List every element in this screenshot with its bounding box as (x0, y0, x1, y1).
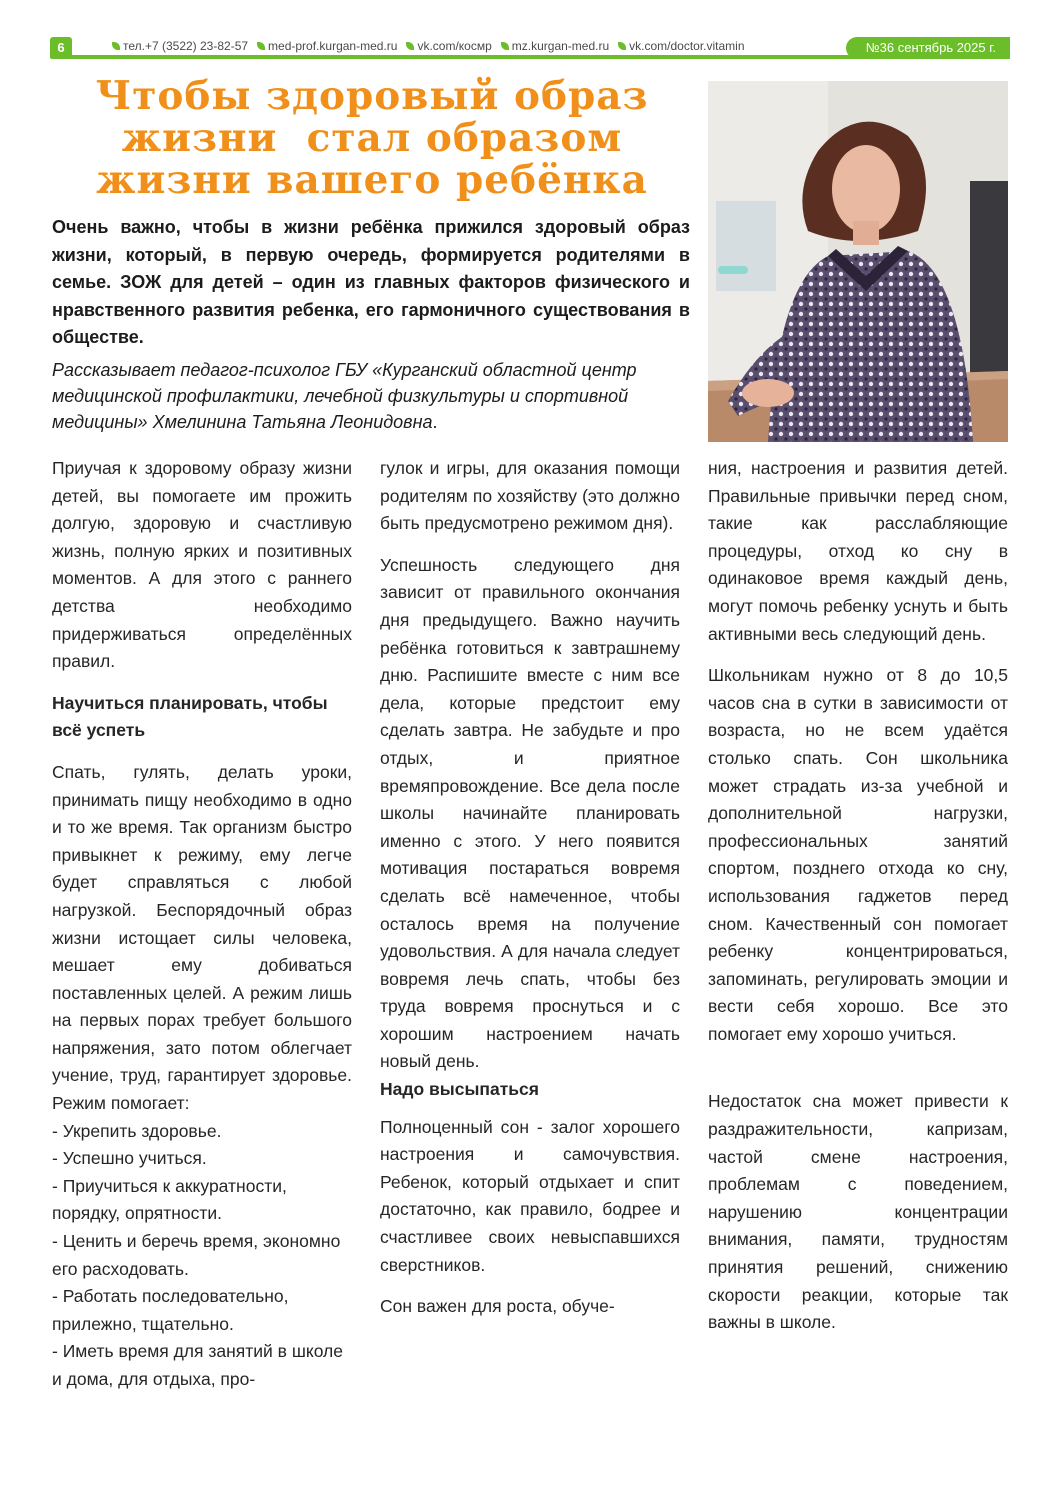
paragraph: Недостаток сна может привести к раздражительности, капризам, частой смене настроения, проблемам с поведением, нарушению концентрации внимания, памяти, трудностям принятия решений, снижению скорости реакции, которые так важны в школе. (708, 1091, 1008, 1333)
contact-vk-doctor[interactable]: vk.com/doctor.vitamin (618, 39, 744, 53)
title-line: жизни вашего ребёнка (96, 157, 648, 203)
paragraph: ния, настроения и развития детей. Правильные привычки перед сном, такие как расслабляющие процедуры, отход ко сну в одинаковое время каждый день, могут помочь ребенку уснуть и быть активными весь следующий день. (708, 458, 1008, 644)
leaf-icon (618, 42, 626, 50)
paragraph: Школьникам нужно от 8 до 10,5 часов сна в сутки в зависимости от возраста, но не всем удаётся столько спать. Сон школьника может страдать из-за учебной и дополнительной нагрузки, профессиональных занятий спортом, позднего отхода ко сну, использования гаджетов перед сном. Качественный сон помогает ребенку концентрироваться, запоминать, регулировать эмоции и вести себя хорошо. Все это помогает ему хорошо учиться. (708, 665, 1008, 1044)
paragraph: Сон важен для роста, обуче- (380, 1296, 615, 1317)
author-photo (708, 81, 1008, 442)
contact-vk[interactable]: vk.com/космр (406, 39, 491, 53)
paragraph: гулок и игры, для оказания помощи родителям по хозяйству (это должно быть предусмотрено режимом дня). (380, 458, 680, 534)
leaf-icon (406, 42, 414, 50)
title-line: Чтобы здоровый образ (95, 73, 649, 119)
list-item: - Приучиться к аккуратности, порядку, опрятности. (52, 1175, 287, 1224)
paragraph: Успешность следующего дня зависит от правильного окончания дня предыдущего. Важно научить ребёнка готовиться к завтрашнему дню. Распишите вместе с ним все дела, которые предстоит ему сделать завтра. Не забудьте и про отдых, и приятное времяпровождение. Все дела после школы начинайте планировать именно с этого. У него появится мотивация постараться вовремя сделать всё намеченное, чтобы осталось время на получение удовольствия. А для начала следует вовремя лечь спать, чтобы без труда вовремя проснуться и с хорошим настроением начать новый день. (380, 554, 680, 1072)
article-lead: Очень важно, чтобы в жизни ребёнка прижился здоровый образ жизни, который, в первую очередь, формируется родителями в семье. ЗОЖ для детей – один из главных факторов физического и нравственного развития ребенка, его гармоничного существования в обществе. (52, 217, 690, 347)
byline-text: Рассказывает педагог-психолог ГБУ «Курганский областной центр медицинской профилактики, лечебной физкультуры и спортивной медицины» Хмелинина Татьяна Леонидовна (52, 360, 637, 432)
article-title (52, 75, 692, 201)
text-column-3 (708, 455, 1008, 1351)
page-number: 6 (50, 37, 72, 59)
paragraph: Приучая к здоровому образу жизни детей, вы помогаете им прожить долгую, здоровую и счастливую жизнь, полную ярких и позитивных моментов. А для этого с раннего детства необходимо придерживаться определённых правил. (52, 458, 352, 672)
section-heading: Надо высыпаться (380, 1079, 539, 1100)
byline-end: . (432, 412, 438, 432)
paragraph: Спать, гулять, делать уроки, принимать пищу необходимо в одно и то же время. Так организм быстро привыкнет к режиму, ему легче будет справляться с любой нагрузкой. Беспорядочный образ жизни истощает силы человека, мешает ему добиваться поставленных целей. А режим лишь на первых порах требует большого напряжения, зато потом облегчает учение, труд, гарантирует здоровье. Режим помогает: (52, 761, 352, 1114)
list-item: - Успешно учиться. (52, 1148, 207, 1169)
contact-mz-site[interactable]: mz.kurgan-med.ru (501, 39, 609, 53)
section-heading: Научиться планировать, чтобы всё успеть (52, 692, 328, 741)
list-item: - Иметь время для занятий в школе и дома, для отдыха, про- (52, 1341, 344, 1389)
contact-list (112, 39, 745, 53)
leaf-icon (501, 42, 509, 50)
list-item: - Укрепить здоровье. (52, 1120, 222, 1141)
contact-site[interactable]: med-prof.kurgan-med.ru (257, 39, 397, 53)
issue-badge: №36 сентябрь 2025 г. (846, 37, 1010, 59)
leaf-icon (112, 42, 120, 50)
list-item: - Ценить и беречь время, экономно его расходовать. (52, 1231, 341, 1279)
paragraph: Полноценный сон - залог хорошего настроения и самочувствия. Ребенок, который отдыхает и спит достаточно, как правило, бодрее и счастливее своих невыспавшихся сверстников. (380, 1116, 680, 1275)
list-item: - Работать последовательно, прилежно, тщательно. (52, 1286, 289, 1334)
leaf-icon (257, 42, 265, 50)
title-line: жизни стал образом (121, 115, 623, 161)
page-header (50, 37, 1010, 59)
text-column-2 (380, 455, 680, 1335)
portrait-image (708, 81, 1008, 442)
article-byline (52, 357, 690, 435)
text-column-1 (52, 455, 352, 1394)
contact-phone: тел.+7 (3522) 23-82-57 (112, 39, 248, 53)
